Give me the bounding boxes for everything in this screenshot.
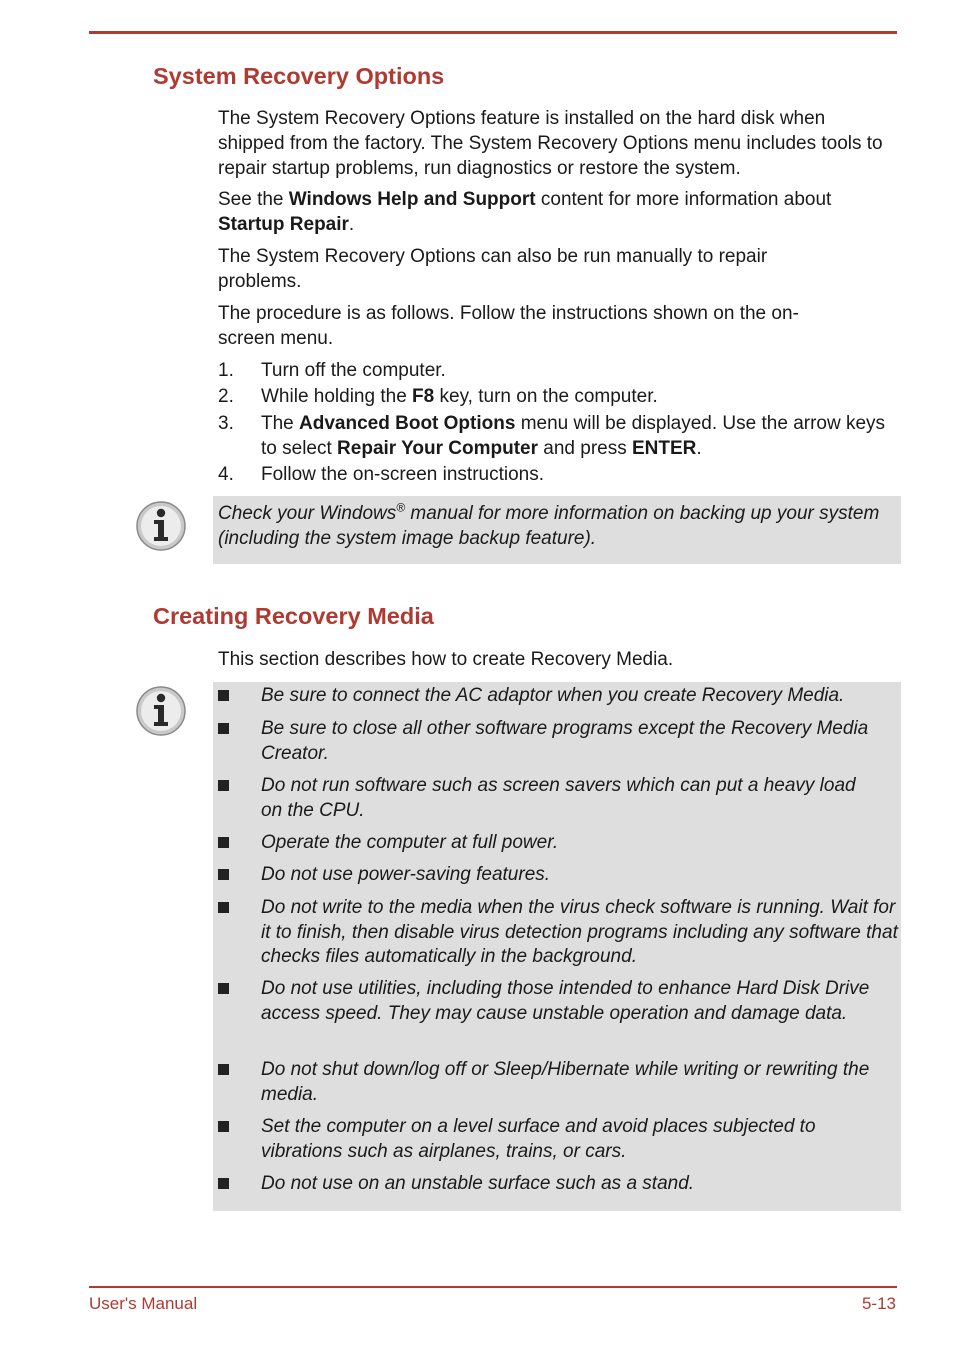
bullet-marker [218,723,229,734]
info-icon [135,500,187,552]
step-number: 2. [218,386,234,407]
bullet-marker [218,780,229,791]
bullet-item: Do not run software such as screen savers which can put a heavy load on the CPU. [261,775,856,821]
bullet-item: Do not use on an unstable surface such as a stand. [261,1173,695,1194]
step-text: Follow the on-screen instructions. [261,464,545,485]
bullet-item: Do not shut down/log off or Sleep/Hibernate while writing or rewriting the media. [261,1059,870,1105]
info-icon [135,685,187,737]
bullet-item: Do not write to the media when the virus check software is running. Wait for it to finish, then disable virus detection programs including any software that checks files automatically in the background. [261,897,898,967]
bullet-item: Operate the computer at full power. [261,832,559,853]
bold-windows-help: Windows Help and Support [288,189,536,210]
note-text-backup: Check your Windows® manual for more information on backing up your system (including the system image backup feature). [218,500,880,549]
bullet-item: Be sure to connect the AC adaptor when you create Recovery Media. [261,685,845,706]
bullet-marker [218,902,229,913]
bullet-marker [218,690,229,701]
bullet-marker [218,1178,229,1189]
bold-startup-repair: Startup Repair [218,214,349,235]
section-heading-system-recovery: System Recovery Options [153,63,445,89]
step-text: Turn off the computer. [261,360,446,381]
bullet-marker [218,869,229,880]
paragraph-help-support: See the Windows Help and Support content for more information about Startup Repair. [218,189,832,235]
bullet-item: Be sure to close all other software programs except the Recovery Media Creator. [261,718,869,764]
step-text: While holding the F8 key, turn on the computer. [261,386,658,407]
bullet-marker [218,983,229,994]
bullet-marker [218,1121,229,1132]
header-rule [89,31,897,34]
page-number: 5-13 [861,1294,896,1313]
paragraph-manual-run: The System Recovery Options can also be run manually to repair problems. [218,246,768,292]
bullet-item: Do not use power-saving features. [261,864,551,885]
paragraph-intro: The System Recovery Options feature is installed on the hard disk when shipped from the factory. The System Recovery Options menu includes tools to repair startup problems, run diagnostics or restore the system. [218,108,883,179]
paragraph-recovery-intro: This section describes how to create Recovery Media. [218,649,674,670]
section-heading-recovery-media: Creating Recovery Media [153,603,434,629]
footer-rule [89,1286,897,1288]
paragraph-procedure: The procedure is as follows. Follow the instructions shown on the on-screen menu. [218,303,799,349]
bullet-marker [218,1064,229,1075]
footer-title: User's Manual [89,1294,198,1313]
step-number: 1. [218,360,234,381]
bullet-marker [218,837,229,848]
step-number: 3. [218,413,234,434]
step-text: The Advanced Boot Options menu will be displayed. Use the arrow keys to select Repair Your Computer and press ENTER. [261,413,886,459]
bullet-item: Do not use utilities, including those intended to enhance Hard Disk Drive access speed. They may cause unstable operation and damage data. [261,978,870,1024]
step-number: 4. [218,464,234,485]
bullet-item: Set the computer on a level surface and avoid places subjected to vibrations such as airplanes, trains, or cars. [261,1116,816,1162]
